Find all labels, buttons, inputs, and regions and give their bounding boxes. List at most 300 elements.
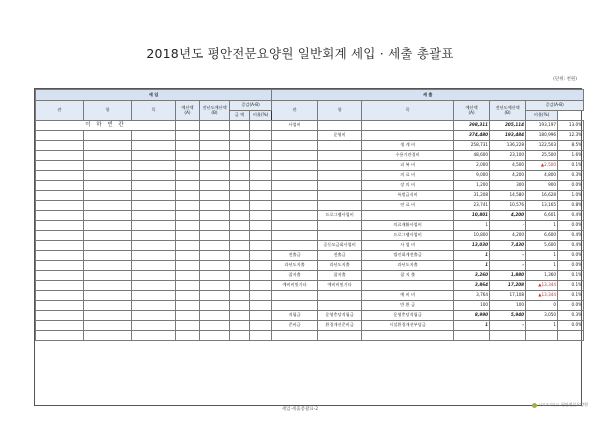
rev-prev-cell	[200, 161, 230, 171]
rev-budget-cell	[176, 221, 200, 231]
rev-gwan-cell	[36, 241, 84, 251]
table-row	[36, 151, 584, 161]
exp-mok-cell: 예 비 비	[362, 291, 454, 301]
exp-gwan-cell	[272, 241, 318, 251]
rev-mok-cell	[132, 331, 176, 341]
exp-gwan-cell: 준비금	[272, 321, 318, 331]
rev-amount-cell	[230, 121, 250, 131]
rev-ratio-cell	[250, 321, 272, 331]
rev-amount-cell	[230, 331, 250, 341]
rev-budget-cell	[176, 211, 200, 221]
exp-budget-cell: 1	[454, 221, 490, 231]
exp-budget-cell: 23,741	[454, 201, 490, 211]
rev-prev-cell	[200, 321, 230, 331]
rev-budget-cell	[176, 271, 200, 281]
table-row	[36, 221, 584, 231]
rev-budget-cell	[176, 171, 200, 181]
rev-budget-cell	[176, 261, 200, 271]
exp-hang-header: 항	[318, 101, 362, 121]
exp-budget-header: 예산액 (A)	[454, 101, 490, 121]
exp-diff-cell: ▲13,344	[526, 281, 558, 291]
exp-diff-cell: 6,600	[526, 231, 558, 241]
rev-gwan-header: 관	[36, 101, 84, 121]
exp-gwan-cell	[272, 171, 318, 181]
exp-gwan-cell	[272, 331, 318, 341]
rev-budget-header: 예산액 (A)	[176, 101, 200, 121]
exp-diff-cell: 1	[526, 251, 558, 261]
rev-budget-cell	[176, 291, 200, 301]
exp-ratio-cell: 0.8%	[558, 201, 584, 211]
exp-ratio-cell: 0.0%	[558, 301, 584, 311]
rev-ratio-cell	[250, 261, 272, 271]
exp-budget-cell: 3,260	[454, 271, 490, 281]
exp-diff-cell: 6,601	[526, 211, 558, 221]
exp-hang-cell: 환경개선준비금	[318, 321, 362, 331]
exp-mok-cell: 과년도지출	[362, 261, 454, 271]
rev-budget-cell	[176, 121, 200, 131]
rev-prev-cell	[200, 231, 230, 241]
rev-mok-cell	[132, 131, 176, 141]
logo-stamp: 사회복지법인	[538, 402, 559, 407]
exp-budget-cell: 3,864	[454, 281, 490, 291]
table-row	[36, 301, 584, 311]
exp-prev-cell: -	[490, 321, 526, 331]
rev-prev-cell	[200, 121, 230, 131]
exp-mok-cell: 법인회계전출금	[362, 251, 454, 261]
exp-mok-cell: 수용기관경비	[362, 151, 454, 161]
exp-gwan-cell: 전출금	[272, 251, 318, 261]
exp-hang-cell	[318, 121, 362, 131]
table-row	[36, 171, 584, 181]
rev-diff-header: 증감(A-B)	[230, 101, 272, 111]
rev-mok-cell	[132, 321, 176, 331]
rev-ratio-cell	[250, 241, 272, 251]
rev-hang-cell	[84, 181, 132, 191]
rev-amount-cell	[230, 321, 250, 331]
table-row	[36, 321, 584, 331]
exp-mok-cell: 시설환경개선부담금	[362, 321, 454, 331]
exp-budget-cell: 1,200	[454, 181, 490, 191]
table-row	[36, 311, 584, 321]
footer-logo	[532, 402, 588, 408]
rev-hang-cell	[84, 271, 132, 281]
rev-prev-cell	[200, 331, 230, 341]
rev-mok-cell	[132, 171, 176, 181]
rev-mok-cell	[132, 261, 176, 271]
table-row	[36, 131, 584, 141]
exp-ratio-cell: 0.1%	[558, 281, 584, 291]
exp-mok-cell: 의 료 비	[362, 171, 454, 181]
rev-hang-cell	[84, 251, 132, 261]
exp-prev-cell: 14,580	[490, 191, 526, 201]
table-row	[36, 161, 584, 171]
exp-prev-cell: 17,208	[490, 281, 526, 291]
exp-gwan-cell	[272, 131, 318, 141]
exp-diff-cell: 900	[526, 181, 558, 191]
exp-budget-cell: 8,990	[454, 311, 490, 321]
exp-ratio-cell: 0.0%	[558, 221, 584, 231]
rev-budget-cell	[176, 161, 200, 171]
exp-ratio-cell: 0.0%	[558, 261, 584, 271]
rev-amount-cell	[230, 311, 250, 321]
rev-prev-cell	[200, 311, 230, 321]
exp-ratio-cell: 0.3%	[558, 311, 584, 321]
rev-gwan-cell	[36, 321, 84, 331]
exp-hang-cell	[318, 151, 362, 161]
exp-hang-cell: 공동모금회사업비	[318, 241, 362, 251]
exp-mok-cell: 연 료 비	[362, 201, 454, 211]
exp-budget-cell	[454, 331, 490, 341]
exp-budget-cell: 2,000	[454, 161, 490, 171]
exp-hang-cell	[318, 181, 362, 191]
exp-diff-cell: 180,996	[526, 131, 558, 141]
rev-amount-cell	[230, 201, 250, 211]
table-row	[36, 261, 584, 271]
exp-gwan-header: 관	[272, 101, 318, 121]
exp-hang-cell	[318, 301, 362, 311]
rev-hang-cell	[84, 221, 132, 231]
rev-mok-cell	[132, 181, 176, 191]
rev-mok-cell	[132, 201, 176, 211]
rev-ratio-cell	[250, 271, 272, 281]
rev-ratio-cell	[250, 121, 272, 131]
rev-prev-cell	[200, 261, 230, 271]
rev-budget-cell	[176, 251, 200, 261]
rev-prev-cell	[200, 271, 230, 281]
exp-diff-header: 증감(A-B)	[526, 101, 584, 111]
exp-mok-cell: 장 의 비	[362, 181, 454, 191]
table-row	[36, 331, 584, 341]
rev-mok-cell	[132, 311, 176, 321]
exp-ratio-cell: 0.4%	[558, 241, 584, 251]
rev-amount-cell	[230, 271, 250, 281]
rev-amount-cell	[230, 211, 250, 221]
exp-mok-cell	[362, 121, 454, 131]
rev-gwan-cell	[36, 231, 84, 241]
rev-mok-header: 목	[132, 101, 176, 121]
exp-hang-cell	[318, 161, 362, 171]
exp-diff-cell: 13,165	[526, 201, 558, 211]
table-row	[36, 231, 584, 241]
rev-ratio-cell	[250, 301, 272, 311]
rev-mok-cell	[132, 141, 176, 151]
rev-gwan-cell	[36, 331, 84, 341]
table-row	[36, 181, 584, 191]
exp-diff-cell: 4,800	[526, 171, 558, 181]
rev-mok-cell	[132, 301, 176, 311]
rev-amount-cell	[230, 261, 250, 271]
rev-prev-cell	[200, 211, 230, 221]
exp-gwan-cell	[272, 291, 318, 301]
rev-budget-cell	[176, 331, 200, 341]
rev-mok-cell	[132, 231, 176, 241]
rev-prev-cell	[200, 221, 230, 231]
rev-hang-cell	[84, 331, 132, 341]
rev-gwan-cell	[36, 211, 84, 221]
exp-gwan-cell	[272, 151, 318, 161]
revenue-section-header: 세 입	[36, 90, 272, 101]
rev-ratio-cell	[250, 181, 272, 191]
rev-hang-cell	[84, 161, 132, 171]
rev-ratio-cell	[250, 171, 272, 181]
exp-gwan-cell: 적립금	[272, 311, 318, 321]
exp-budget-cell: 48,600	[454, 151, 490, 161]
rev-hang-cell	[84, 171, 132, 181]
exp-mok-cell	[362, 211, 454, 221]
rev-amount-cell	[230, 171, 250, 181]
exp-ratio-cell: 0.4%	[558, 231, 584, 241]
exp-hang-cell	[318, 331, 362, 341]
exp-ratio-cell: 12.3%	[558, 131, 584, 141]
rev-amount-header: 금 액	[230, 111, 250, 121]
exp-hang-cell	[318, 221, 362, 231]
exp-diff-cell: 193,197	[526, 121, 558, 131]
rev-ratio-cell	[250, 131, 272, 141]
rev-amount-cell	[230, 191, 250, 201]
exp-gwan-cell	[272, 191, 318, 201]
rev-amount-cell	[230, 281, 250, 291]
exp-prev-cell: 205,114	[490, 121, 526, 131]
exp-budget-cell: 3,764	[454, 291, 490, 301]
rev-prev-cell	[200, 141, 230, 151]
rev-amount-cell	[230, 131, 250, 141]
exp-prev-cell: 23,100	[490, 151, 526, 161]
page-title: 2018년도 평안전문요양원 일반회계 세입 · 세출 총괄표	[146, 46, 454, 61]
rev-hang-cell	[84, 231, 132, 241]
exp-hang-cell: 잡지출	[318, 271, 362, 281]
rev-mok-cell	[132, 221, 176, 231]
exp-prev-cell: 4,200	[490, 211, 526, 221]
rev-ratio-cell	[250, 281, 272, 291]
rev-gwan-cell	[36, 311, 84, 321]
rev-amount-cell	[230, 291, 250, 301]
rev-ratio-cell	[250, 191, 272, 201]
rev-budget-cell	[176, 281, 200, 291]
exp-hang-cell	[318, 291, 362, 301]
exp-mok-cell: 프로그램사업비	[362, 231, 454, 241]
exp-budget-cell: 10,800	[454, 231, 490, 241]
exp-gwan-cell	[272, 221, 318, 231]
rev-budget-cell	[176, 241, 200, 251]
rev-budget-cell	[176, 301, 200, 311]
exp-ratio-cell: 8.5%	[558, 141, 584, 151]
exp-mok-cell: 반 환 금	[362, 301, 454, 311]
exp-hang-cell: 프로그램사업비	[318, 211, 362, 221]
expenditure-section-header: 세 출	[272, 90, 584, 101]
exp-prev-cell: 4,500	[490, 161, 526, 171]
rev-prev-budget-header: 전년도예산액 (B)	[200, 101, 230, 121]
exp-prev-budget-header: 전년도예산액 (B)	[490, 101, 526, 121]
rev-mok-cell	[132, 241, 176, 251]
rev-ratio-cell	[250, 151, 272, 161]
exp-diff-cell: 5,600	[526, 241, 558, 251]
exp-hang-cell: 운영충당적립금	[318, 311, 362, 321]
table-row	[36, 281, 584, 291]
exp-gwan-cell	[272, 231, 318, 241]
exp-mok-cell: 사 업 비	[362, 241, 454, 251]
exp-prev-cell: -	[490, 251, 526, 261]
rev-amount-cell	[230, 181, 250, 191]
rev-ratio-cell	[250, 211, 272, 221]
exp-hang-cell: 예비비및기타	[318, 281, 362, 291]
logo-icon	[532, 403, 537, 408]
table-row	[36, 121, 584, 131]
rev-budget-cell	[176, 151, 200, 161]
summary-table	[35, 89, 584, 341]
rev-gwan-cell	[36, 301, 84, 311]
exp-budget-cell: 31,208	[454, 191, 490, 201]
rev-amount-cell	[230, 161, 250, 171]
table-row	[36, 201, 584, 211]
rev-hang-cell	[84, 291, 132, 301]
exp-budget-cell: 398,311	[454, 121, 490, 131]
exp-prev-cell: -	[490, 221, 526, 231]
rev-gwan-cell	[36, 291, 84, 301]
empty-note: 이 하 빈 칸	[36, 121, 176, 131]
rev-hang-cell	[84, 321, 132, 331]
exp-diff-cell: 122,503	[526, 141, 558, 151]
exp-mok-cell: 의료재활사업비	[362, 221, 454, 231]
exp-ratio-cell: 1.0%	[558, 191, 584, 201]
rev-budget-cell	[176, 311, 200, 321]
rev-gwan-cell	[36, 201, 84, 211]
rev-amount-cell	[230, 251, 250, 261]
rev-ratio-cell	[250, 161, 272, 171]
exp-gwan-cell	[272, 161, 318, 171]
exp-diff-cell: 1	[526, 261, 558, 271]
rev-gwan-cell	[36, 251, 84, 261]
rev-hang-cell	[84, 281, 132, 291]
exp-diff-cell: 25,500	[526, 151, 558, 161]
rev-mok-cell	[132, 161, 176, 171]
exp-ratio-cell: 0.1%	[558, 291, 584, 301]
exp-prev-cell: 17,108	[490, 291, 526, 301]
table-row	[36, 141, 584, 151]
table-row	[36, 191, 584, 201]
rev-hang-cell	[84, 211, 132, 221]
table-row	[36, 271, 584, 281]
rev-mok-cell	[132, 191, 176, 201]
rev-prev-cell	[200, 241, 230, 251]
exp-mok-header: 목	[362, 101, 454, 121]
rev-prev-cell	[200, 281, 230, 291]
rev-hang-cell	[84, 301, 132, 311]
rev-gwan-cell	[36, 191, 84, 201]
unit-label: (단위: 천원)	[553, 77, 577, 82]
rev-hang-cell	[84, 241, 132, 251]
exp-prev-cell: -	[490, 261, 526, 271]
exp-budget-cell: 10,801	[454, 211, 490, 221]
table-row	[36, 291, 584, 301]
exp-prev-cell: 5,940	[490, 311, 526, 321]
exp-gwan-cell	[272, 301, 318, 311]
exp-ratio-header: 비율(%)	[526, 111, 558, 121]
exp-ratio-cell	[558, 331, 584, 341]
exp-mok-cell: 잡 지 출	[362, 271, 454, 281]
logo-text: 평안전문요양원	[560, 402, 588, 407]
rev-hang-cell	[84, 131, 132, 141]
exp-diff-cell	[526, 331, 558, 341]
exp-mok-cell: 운영충당적립금	[362, 311, 454, 321]
rev-prev-cell	[200, 201, 230, 211]
exp-mok-cell	[362, 331, 454, 341]
exp-prev-cell: 4,200	[490, 231, 526, 241]
rev-gwan-cell	[36, 151, 84, 161]
exp-prev-cell: 300	[490, 181, 526, 191]
exp-budget-cell: 100	[454, 301, 490, 311]
rev-amount-cell	[230, 231, 250, 241]
exp-hang-cell	[318, 201, 362, 211]
rev-gwan-cell	[36, 261, 84, 271]
rev-gwan-cell	[36, 271, 84, 281]
rev-ratio-cell	[250, 311, 272, 321]
exp-gwan-cell: 사업비	[272, 121, 318, 131]
exp-ratio-cell: 0.0%	[558, 181, 584, 191]
exp-diff-cell: 0	[526, 301, 558, 311]
exp-diff-cell: 1	[526, 221, 558, 231]
rev-prev-cell	[200, 301, 230, 311]
rev-gwan-cell	[36, 171, 84, 181]
rev-gwan-cell	[36, 181, 84, 191]
exp-mok-cell: 생 계 비	[362, 141, 454, 151]
exp-gwan-cell	[272, 201, 318, 211]
exp-gwan-cell: 예비비및기타	[272, 281, 318, 291]
rev-hang-cell	[84, 201, 132, 211]
rev-budget-cell	[176, 131, 200, 141]
rev-mok-cell	[132, 251, 176, 261]
exp-mok-cell: 특별급식비	[362, 191, 454, 201]
exp-budget-cell: 1	[454, 261, 490, 271]
exp-gwan-cell	[272, 181, 318, 191]
rev-prev-cell	[200, 131, 230, 141]
rev-prev-cell	[200, 291, 230, 301]
exp-ratio-cell: 0.1%	[558, 161, 584, 171]
summary-sheet	[34, 88, 582, 406]
exp-prev-cell: 100	[490, 301, 526, 311]
exp-hang-cell	[318, 171, 362, 181]
page-label: 세입·세출총괄표-2	[281, 407, 319, 412]
table-row	[36, 251, 584, 261]
exp-diff-cell: ▲2,500	[526, 161, 558, 171]
exp-ratio-cell: 1.6%	[558, 151, 584, 161]
rev-ratio-cell	[250, 221, 272, 231]
exp-hang-cell: 전출금	[318, 251, 362, 261]
rev-budget-cell	[176, 201, 200, 211]
rev-prev-cell	[200, 251, 230, 261]
exp-ratio-cell: 13.0%	[558, 121, 584, 131]
exp-ratio-cell: 0.4%	[558, 211, 584, 221]
rev-ratio-cell	[250, 141, 272, 151]
exp-hang-cell	[318, 141, 362, 151]
exp-prev-cell: 193,484	[490, 131, 526, 141]
exp-hang-cell	[318, 231, 362, 241]
exp-budget-cell: 1	[454, 321, 490, 331]
rev-mok-cell	[132, 291, 176, 301]
exp-budget-cell: 13,030	[454, 241, 490, 251]
rev-gwan-cell	[36, 221, 84, 231]
rev-gwan-cell	[36, 281, 84, 291]
exp-budget-cell: 1	[454, 251, 490, 261]
rev-hang-cell	[84, 261, 132, 271]
exp-gwan-cell: 잡지출	[272, 271, 318, 281]
rev-ratio-header: 비율(%)	[250, 111, 272, 121]
exp-ratio-cell: 0.1%	[558, 271, 584, 281]
rev-ratio-cell	[250, 231, 272, 241]
rev-hang-cell	[84, 191, 132, 201]
exp-budget-cell: 258,731	[454, 141, 490, 151]
exp-prev-cell: 10,576	[490, 201, 526, 211]
exp-hang-cell	[318, 191, 362, 201]
